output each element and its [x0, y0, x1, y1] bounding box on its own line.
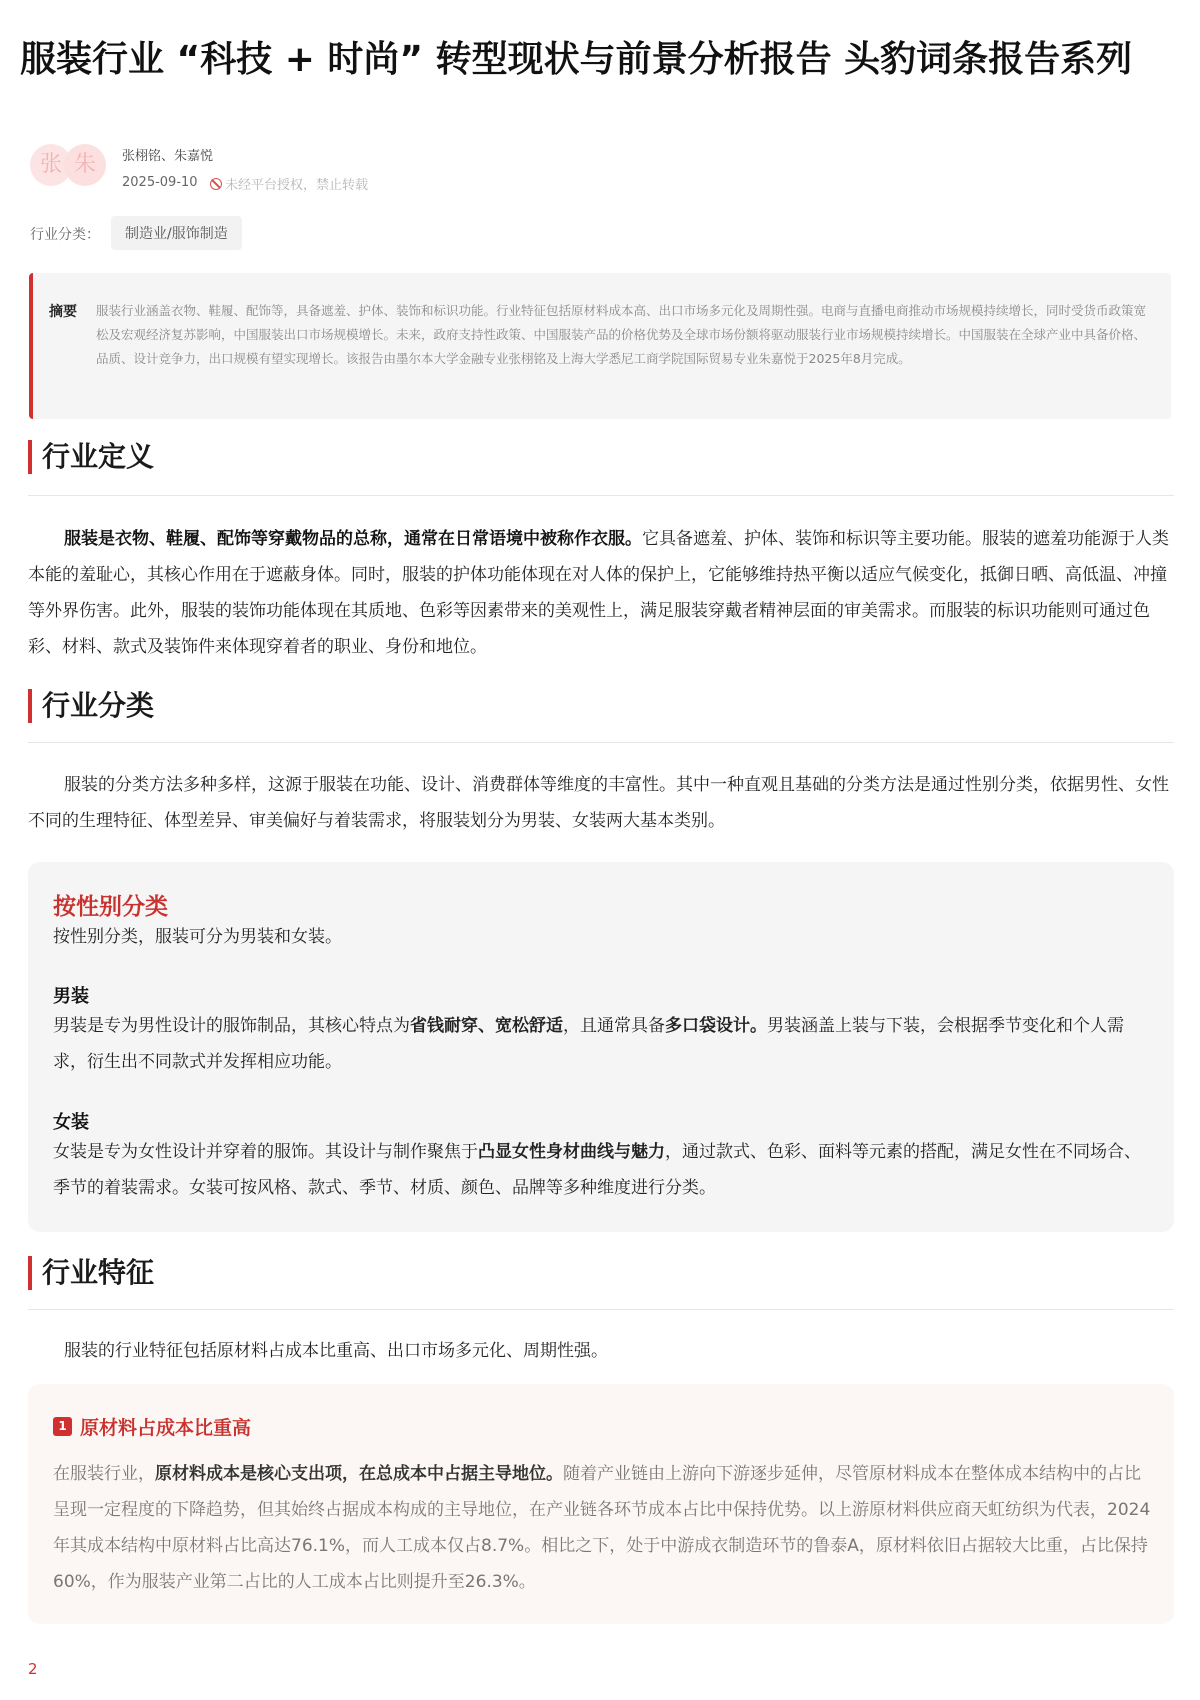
publish-date: 2025-09-10 — [122, 175, 198, 190]
report-title: 服装行业 “科技 + 时尚” 转型现状与前景分析报告 头豹词条报告系列 — [20, 39, 1133, 80]
abstract-box — [29, 273, 1171, 419]
section-heading-definition: 行业定义 — [28, 440, 154, 474]
author-names[interactable]: 张栩铭、朱嘉悦 — [122, 149, 214, 164]
feature-card-raw-materials — [28, 1384, 1174, 1624]
womenswear-bold-1: 凸显女性身材曲线与魅力 — [478, 1142, 665, 1162]
definition-text: 它具备遮羞、护体、装饰和标识等主要功能。服装的遮羞功能源于人类本能的羞耻心，其核心作用在于遮蔽身体。同时，服装的护体功能体现在对人体的保护上，它能够维持热平衡以适应气候变化，抵御日晒、高低温、冲撞等外界伤害。此外，服装的装饰功能体现在其质地、色彩等因素带来的美观性上，满足服装穿戴者精神层面的审美需求。而服装的标识功能则可通过色彩、材料、款式及装饰件来体现穿着者的职业、身份和地位。 — [28, 529, 1169, 657]
womenswear-text — [53, 1134, 1153, 1206]
divider — [28, 1309, 1174, 1310]
gender-box-title: 按性别分类 — [53, 894, 168, 920]
womenswear-text-1: 女装是专为女性设计并穿着的服饰。其设计与制作聚焦于 — [53, 1142, 478, 1162]
author-avatars — [30, 144, 112, 188]
definition-paragraph — [28, 521, 1174, 665]
definition-bold: 服装是衣物、鞋履、配饰等穿戴物品的总称，通常在日常语境中被称作衣服。 — [64, 529, 642, 549]
divider — [28, 742, 1174, 743]
womenswear-title: 女装 — [53, 1112, 89, 1133]
feature-bold: 原材料成本是核心支出项，在总成本中占据主导地位。 — [155, 1464, 563, 1484]
classification-intro: 服装的分类方法多种多样，这源于服装在功能、设计、消费群体等维度的丰富性。其中一种直观且基础的分类方法是通过性别分类，依据男性、女性不同的生理特征、体型差异、审美偏好与着装需求，将服装划分为男装、女装两大基本类别。 — [28, 775, 1169, 831]
womenswear-text-2: ，通过款式、色彩、面料等元素的搭配，满足女性在不同场合、季节的着装需求。女装可按风格、款式、季节、材质、颜色、品牌等多种维度进行分类。 — [53, 1142, 1141, 1198]
menswear-text — [53, 1008, 1153, 1080]
abstract-label: 摘要 — [49, 304, 77, 320]
gender-classification-box — [28, 862, 1174, 1232]
menswear-text-1: 男装是专为男性设计的服饰制品，其核心特点为 — [53, 1016, 410, 1036]
abstract-text: 服装行业涵盖衣物、鞋履、配饰等，具备遮羞、护体、装饰和标识功能。行业特征包括原材料成本高、出口市场多元化及周期性强。电商与直播电商推动市场规模持续增长，同时受货币政策宽松及宏观经济复苏影响，中国服装出口市场规模增长。未来，政府支持性政策、中国服装产品的价格优势及全球市场份额将驱动服装行业市场规模持续增长。中国服装在全球产业中具备价格、品质、设计竞争力，出口规模有望实现增长。该报告由墨尔本大学金融专业张栩铭及上海大学悉尼工商学院国际贸易专业朱嘉悦于2025年8月完成。 — [96, 303, 1147, 366]
feature-text — [53, 1456, 1153, 1600]
menswear-title: 男装 — [53, 986, 89, 1007]
feature-text-2: 随着产业链由上游向下游逐步延伸，尽管原材料成本在整体成本结构中的占比呈现一定程度的下降趋势，但其始终占据成本构成的主导地位，在产业链各环节成本占比中保持优势。以上游原材料供应商天虹纺织为代表，2024年其成本结构中原材料占比高达76.1%，而人工成本仅占8.7%。相比之下，处于中游成衣制造环节的鲁泰A，原材料依旧占据较大比重，占比保持60%，作为服装产业第二占比的人工成本占比则提升至26.3%。 — [53, 1464, 1151, 1592]
section-heading-classification: 行业分类 — [28, 689, 154, 723]
feature-title: 原材料占成本比重高 — [80, 1417, 252, 1439]
section-heading-features: 行业特征 — [28, 1256, 154, 1290]
menswear-bold-1: 省钱耐穿、宽松舒适 — [410, 1016, 563, 1036]
number-badge: 1 — [53, 1417, 72, 1436]
avatar[interactable]: 张 — [30, 144, 72, 186]
menswear-text-2: ，且通常具备 — [563, 1016, 665, 1036]
ban-icon — [210, 178, 222, 190]
features-intro: 服装的行业特征包括原材料占成本比重高、出口市场多元化、周期性强。 — [64, 1341, 608, 1361]
copyright-text: 未经平台授权，禁止转载 — [225, 178, 369, 193]
avatar[interactable]: 朱 — [64, 144, 106, 186]
category-tag[interactable]: 制造业/服饰制造 — [111, 216, 242, 250]
gender-box-summary: 按性别分类，服装可分为男装和女装。 — [53, 927, 342, 947]
divider — [28, 495, 1174, 496]
menswear-text-3: 男装涵盖上装与下装，会根据季节变化和个人需求，衍生出不同款式并发挥相应功能。 — [53, 1016, 1124, 1072]
menswear-bold-2: 多口袋设计。 — [665, 1016, 767, 1036]
category-label: 行业分类： — [30, 227, 100, 243]
page-number: 2 — [28, 1660, 38, 1678]
copyright-notice — [210, 174, 368, 193]
feature-text-1: 在服装行业， — [53, 1464, 155, 1484]
